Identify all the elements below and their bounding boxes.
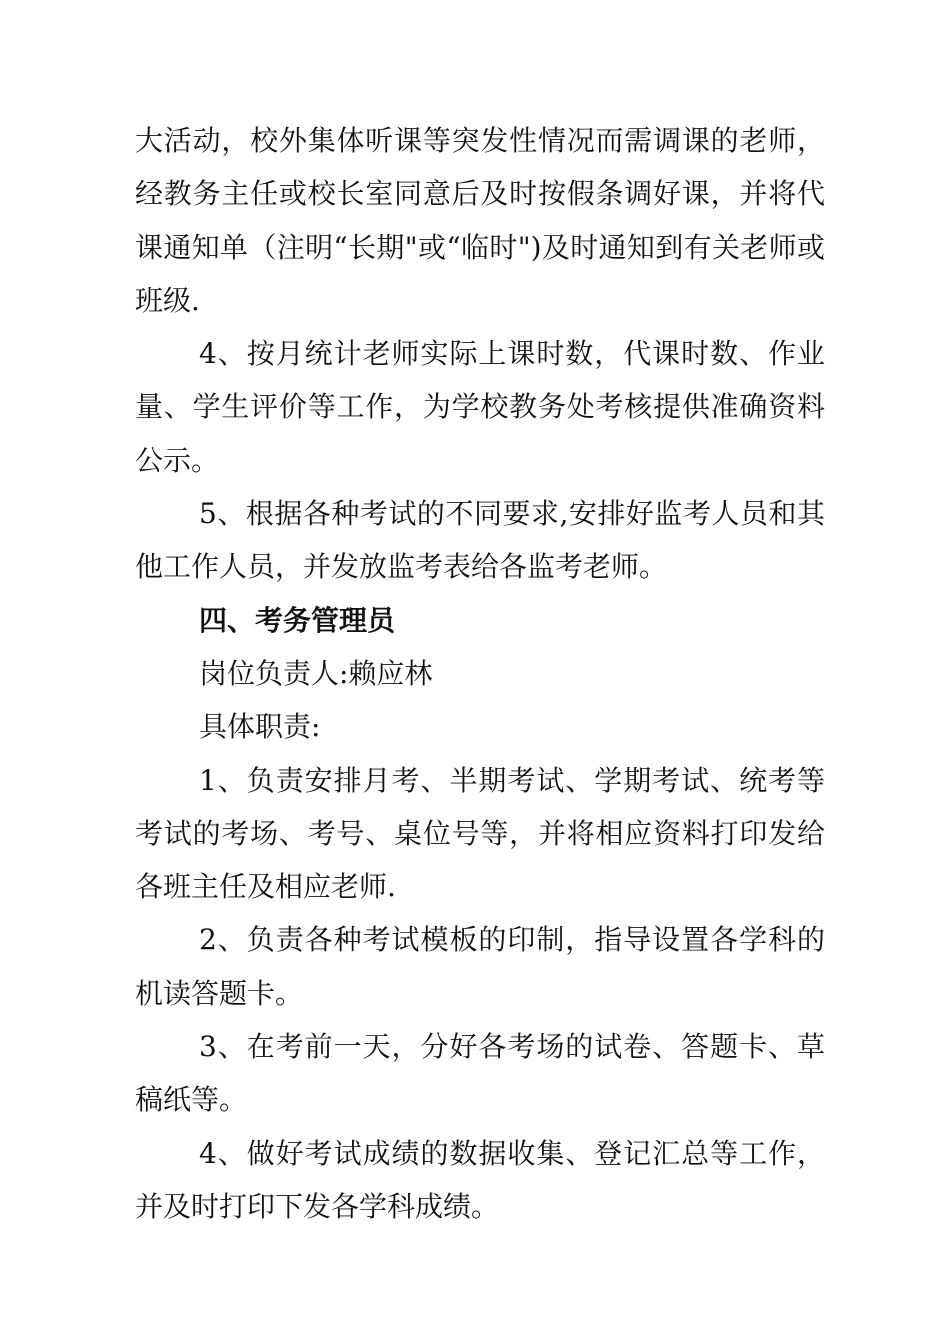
paragraph-item-4: 4、按月统计老师实际上课时数，代课时数、作业量、学生评价等工作，为学校教务处考核提供准确资料公示。	[135, 337, 825, 477]
paragraph-item-5: 5、根据各种考试的不同要求,安排好监考人员和其他工作人员，并发放监考表给各监考老师。	[135, 497, 825, 584]
duty-item-2: 2、负责各种考试模板的印制，指导设置各学科的机读答题卡。	[135, 923, 825, 1010]
duty-item-1: 1、负责安排月考、半期考试、学期考试、统考等考试的考场、考号、桌位号等，并将相应资料打印发给各班主任及相应老师.	[135, 763, 825, 904]
post-owner: 岗位负责人:赖应林	[199, 656, 433, 690]
duty-item-4: 4、做好考试成绩的数据收集、登记汇总等工作，并及时打印下发各学科成绩。	[135, 1136, 825, 1223]
duty-item-3: 3、在考前一天，分好各考场的试卷、答题卡、草稿纸等。	[135, 1030, 825, 1117]
section-heading: 四、考务管理员	[199, 603, 396, 637]
paragraph-continued: 大活动，校外集体听课等突发性情况而需调课的老师，经教务主任或校长室同意后及时按假条调好课，并将代课通知单（注明“长期"或“临时")及时通知到有关老师或班级.	[135, 124, 825, 317]
duties-label: 具体职责:	[199, 710, 321, 744]
document-body	[135, 114, 825, 1233]
